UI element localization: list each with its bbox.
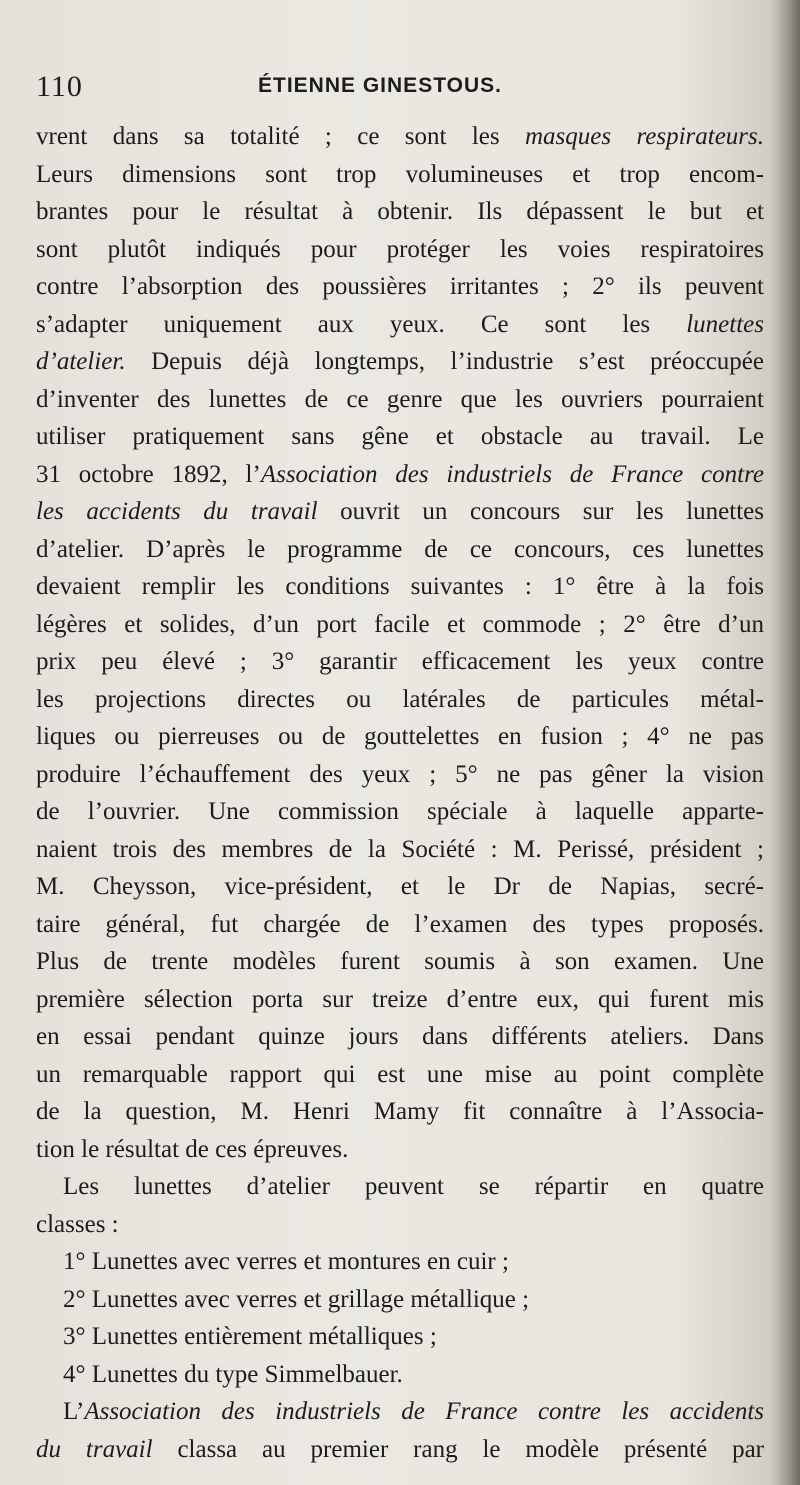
text-line [36,1243,764,1281]
text-segment: classa au premier rang le modèle présenté par [152,1435,764,1463]
text-segment: d’atelier. D’après le programme de ce concours, ces lunettes [36,535,764,563]
text-line [36,306,764,344]
text-line [36,1093,764,1131]
text-line [36,118,764,156]
text-line [36,456,764,494]
running-head: ÉTIENNE GINESTOUS. [258,74,502,97]
text-line [36,268,764,306]
text-line [36,156,764,194]
text-line [36,1281,764,1319]
text-segment: naient trois des membres de la Société : M. Perissé, président ; [36,835,764,863]
text-segment: L’ [63,1398,85,1425]
text-line [36,643,764,681]
text-segment: sont plutôt indiqués pour protéger les voies respiratoires [36,235,764,263]
text-line [36,718,764,756]
text-segment: un remarquable rapport qui est une mise au point complète [36,1060,764,1088]
italic-text: du travail [36,1435,153,1463]
text-segment: première sélection porta sur treize d’entre eux, qui furent mis [36,985,764,1013]
italic-text: masques respirateurs. [524,123,764,150]
text-segment: d’inventer des lunettes de ce genre que les ouvriers pourraient [36,385,764,413]
page-header [36,70,766,106]
text-line [36,1018,764,1056]
text-segment: Leurs dimensions sont trop volumineuses et trop encom- [36,160,764,188]
text-line [36,343,764,381]
text-line [36,231,764,269]
text-segment: classes : [36,1210,119,1238]
text-line [36,831,764,869]
text-segment: en essai pendant quinze jours dans différents ateliers. Dans [36,1023,764,1050]
text-segment: vrent dans sa totalité ; ce sont les [36,123,525,150]
text-segment: taire général, fut chargée de l’examen des types proposés. [36,910,764,938]
text-line [36,381,764,419]
text-segment: liques ou pierreuses ou de gouttelettes en fusion ; 4° ne pas [36,723,764,750]
text-segment: produire l’échauffement des yeux ; 5° ne pas gêner la vision [36,760,764,788]
text-segment: devaient remplir les conditions suivantes : 1° être à la fois [36,573,764,600]
body-text [36,118,764,1468]
text-line [36,868,764,906]
text-segment: 31 octobre 1892, l’ [36,460,261,488]
text-line [36,756,764,794]
text-line [36,193,764,231]
text-segment: Plus de trente modèles furent soumis à son examen. Une [36,948,764,975]
text-segment: 1° Lunettes avec verres et montures en cuir ; [63,1248,509,1275]
text-segment: 2° Lunettes avec verres et grillage métallique ; [63,1285,530,1313]
text-line [36,1056,764,1094]
text-line [36,1393,764,1431]
text-line [36,793,764,831]
text-segment: 3° Lunettes entièrement métalliques ; [63,1323,437,1350]
text-line [36,606,764,644]
text-line [36,531,764,569]
text-line [36,681,764,719]
text-line [36,1131,764,1169]
text-line [36,1168,764,1206]
text-line [36,1356,764,1394]
text-segment: de l’ouvrier. Une commission spéciale à laquelle apparte- [36,798,764,825]
text-line [36,906,764,944]
text-segment: utiliser pratiquement sans gêne et obstacle au travail. Le [36,423,764,450]
text-segment: Depuis déjà longtemps, l’industrie s’est préoccupée [125,348,764,375]
text-line [36,493,764,531]
italic-text: les accidents du travail [36,498,318,525]
italic-text: Association des industriels de France contre les accidents [84,1398,764,1425]
text-segment: prix peu élevé ; 3° garantir efficacement les yeux contre [36,648,764,675]
italic-text: Association des industriels de France contre [260,460,764,488]
italic-text: lunettes [686,310,764,338]
italic-text: d’atelier. [36,348,126,375]
text-segment: brantes pour le résultat à obtenir. Ils dépassent le but et [36,198,764,225]
text-line [36,981,764,1019]
text-line [36,1318,764,1356]
text-segment: M. Cheysson, vice-président, et le Dr de Napias, secré- [36,873,764,900]
text-segment: s’adapter uniquement aux yeux. Ce sont les [36,310,687,338]
page-number: 110 [36,70,83,103]
text-segment: les projections directes ou latérales de particules métal- [36,685,764,713]
text-line [36,568,764,606]
text-segment: contre l’absorption des poussières irritantes ; 2° ils peuvent [36,273,764,300]
text-segment: Les lunettes d’atelier peuvent se répartir en quatre [63,1173,764,1200]
text-segment: ouvrit un concours sur les lunettes [317,498,764,525]
text-segment: tion le résultat de ces épreuves. [36,1135,349,1163]
text-line [36,1431,764,1469]
text-line [36,943,764,981]
text-line [36,418,764,456]
text-line [36,1206,764,1244]
text-segment: légères et solides, d’un port facile et commode ; 2° être d’un [36,610,764,638]
text-segment: de la question, M. Henri Mamy fit connaître à l’Associa- [36,1098,764,1125]
text-segment: 4° Lunettes du type Simmelbauer. [63,1360,403,1388]
page-edge-shadow [770,0,800,1485]
